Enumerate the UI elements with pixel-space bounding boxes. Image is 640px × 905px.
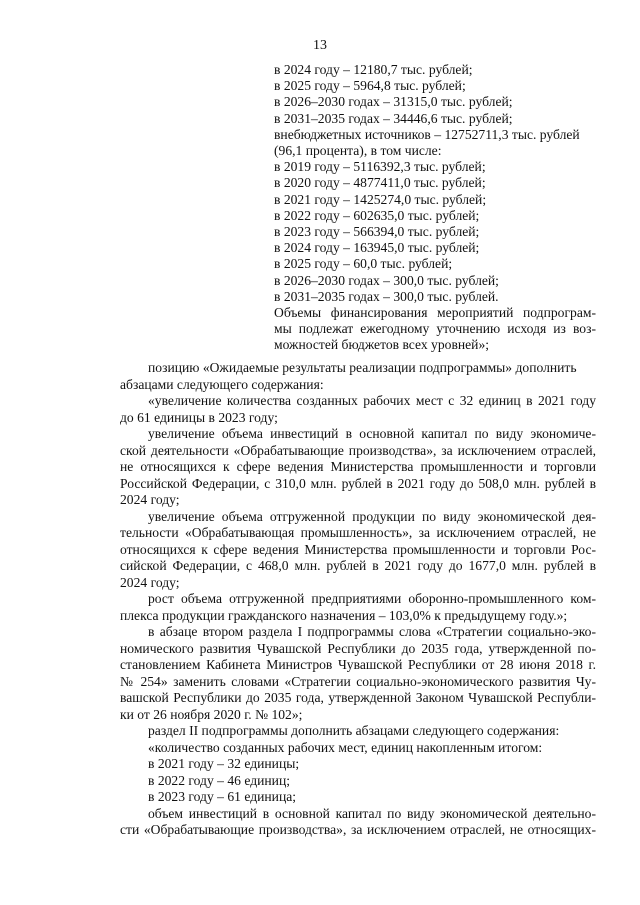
text-line: относящихся к сфере ведения Министерства промышленности и торговли Рос- — [120, 541, 596, 557]
financing-line: в 2022 году – 602635,0 тыс. рублей; — [274, 207, 480, 223]
financing-note-line: мы подлежат ежегодному уточнению исходя из воз- — [274, 321, 596, 337]
paragraph: увеличение объема инвестиций в основной капитал по виду экономиче- — [148, 426, 596, 441]
main-text — [120, 360, 596, 839]
paragraph: рост объема отгруженной предприятиями оборонно-промышленного ком- — [148, 591, 596, 606]
financing-line: в 2024 году – 12180,7 тыс. рублей; — [274, 62, 473, 77]
paragraph: «количество созданных рабочих мест, единиц накопленным итогом: — [148, 739, 543, 755]
financing-line: внебюджетных источников – 12752711,3 тыс. рублей — [274, 126, 580, 142]
financing-block — [274, 62, 596, 354]
text-line: ки от 26 ноября 2020 г. № 102»; — [120, 706, 303, 722]
financing-line: в 2031–2035 годах – 300,0 тыс. рублей. — [274, 288, 499, 304]
text-line: абзацами следующего содержания: — [120, 376, 324, 392]
paragraph: в абзаце втором раздела I подпрограммы слова «Стратегии социально-эко- — [148, 624, 596, 639]
financing-line: в 2031–2035 годах – 34446,6 тыс. рублей; — [274, 110, 513, 126]
financing-note-line: Объемы финансирования мероприятий подпрограм- — [274, 305, 596, 321]
paragraph-continuation — [120, 377, 596, 394]
paragraph — [120, 360, 596, 377]
paragraph: в 2023 году – 61 единица; — [148, 789, 297, 804]
text-line: становлением Кабинета Министров Чувашской Республики от 28 июня 2018 г. — [120, 657, 596, 672]
text-line: вашской Республики до 2035 года, утвержденной Законом Чувашской Республи- — [120, 690, 596, 705]
page-number: 13 — [313, 38, 327, 53]
paragraph: объем инвестиций в основной капитал по виду экономической деятельно- — [148, 805, 596, 821]
text-line: тельности «Обрабатывающая промышленность», за исключением отраслей, не — [120, 525, 596, 540]
financing-line: в 2026–2030 годах – 300,0 тыс. рублей; — [274, 272, 499, 288]
paragraph: раздел II подпрограммы дополнить абзацами следующего содержания: — [148, 723, 560, 738]
financing-line: в 2026–2030 годах – 31315,0 тыс. рублей; — [274, 94, 513, 110]
paragraph: увеличение объема отгруженной продукции по виду экономической дея- — [148, 508, 596, 524]
text-line: позицию «Ожидаемые результаты реализации подпрограммы» дополнить — [148, 360, 577, 375]
paragraph: в 2021 году – 32 единицы; — [148, 756, 300, 771]
financing-line: в 2019 году – 5116392,3 тыс. рублей; — [274, 159, 486, 175]
text-line: плекса продукции гражданского назначения – 103,0% к предыдущему году.»; — [120, 607, 568, 623]
financing-line: в 2024 году – 163945,0 тыс. рублей; — [274, 240, 480, 256]
text-line: 2024 году; — [120, 492, 180, 507]
text-line: сийской Федерации, с 468,0 млн. рублей в 2021 году до 1677,0 млн. рублей в — [120, 558, 596, 573]
paragraph: «увеличение количества созданных рабочих мест с 32 единиц в 2021 году — [148, 393, 596, 408]
financing-line: в 2021 году – 1425274,0 тыс. рублей; — [274, 191, 487, 207]
text-line: Российской Федерации, с 310,0 млн. рублей в 2021 году до 508,0 млн. рублей в — [120, 475, 596, 491]
paragraph: в 2022 году – 46 единиц; — [148, 772, 290, 788]
financing-line: (96,1 процента), в том числе: — [274, 143, 442, 159]
text-line: не относящихся к сфере ведения Министерства промышленности и торговли — [120, 459, 596, 474]
financing-line: в 2025 году – 60,0 тыс. рублей; — [274, 256, 453, 272]
text-line: до 61 единицы в 2023 году; — [120, 409, 278, 425]
financing-line: в 2025 году – 5964,8 тыс. рублей; — [274, 78, 466, 94]
text-line: сти «Обрабатывающие производства», за исключением отраслей, не относящих- — [120, 822, 596, 837]
financing-line: в 2023 году – 566394,0 тыс. рублей; — [274, 224, 480, 240]
text-line: 2024 году; — [120, 574, 180, 590]
text-line: ской деятельности «Обрабатывающие производства», за исключением отраслей, — [120, 442, 596, 458]
text-line: № 254» заменить словами «Стратегии социально-экономического развития Чу- — [120, 673, 596, 689]
financing-line: в 2020 году – 4877411,0 тыс. рублей; — [274, 175, 486, 191]
financing-note-line: можностей бюджетов всех уровней»; — [274, 337, 490, 353]
text-line: номического развития Чувашской Республики до 2035 года, утвержденной по- — [120, 640, 596, 656]
